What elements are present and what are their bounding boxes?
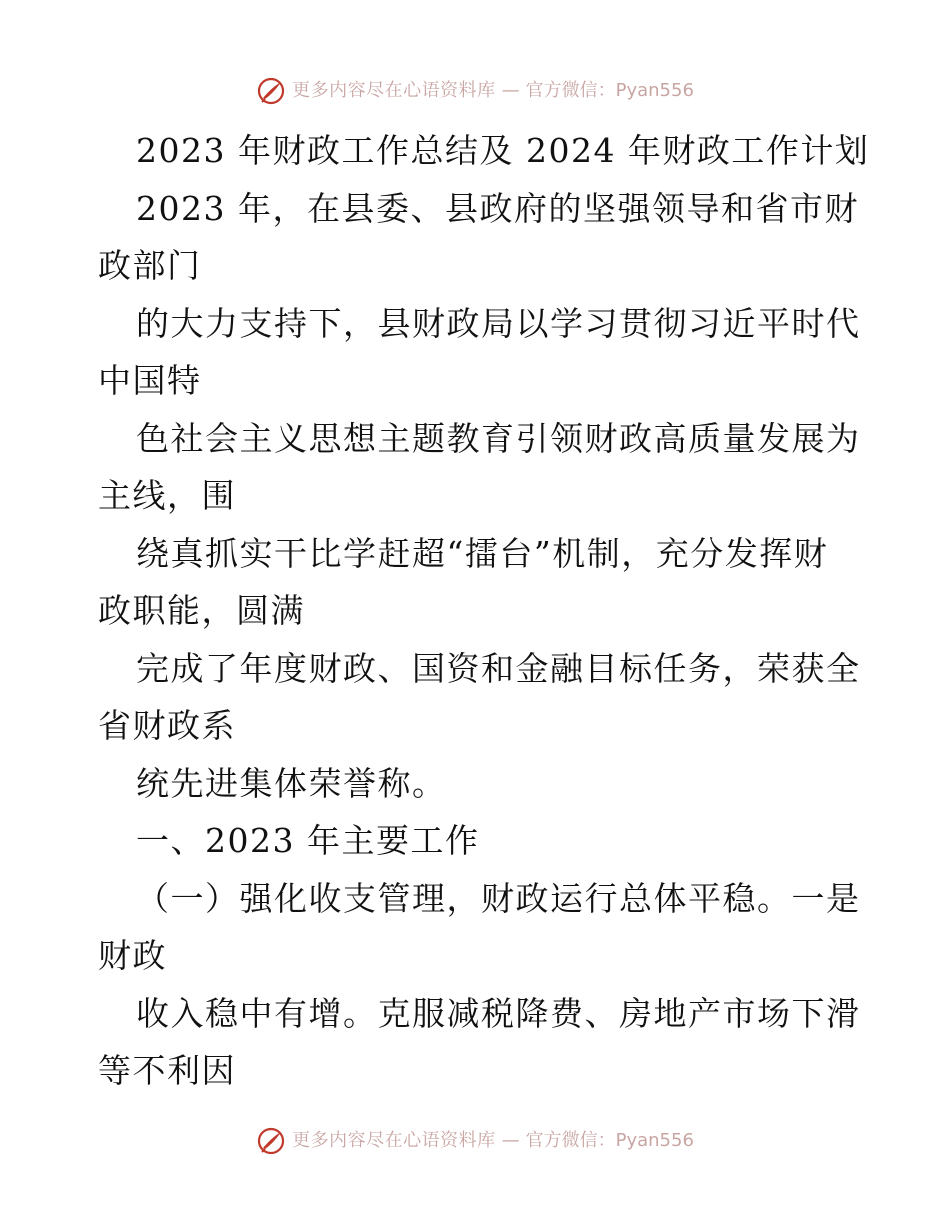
watermark-separator: — bbox=[501, 80, 520, 101]
document-line: 财政 bbox=[98, 936, 167, 975]
watermark-header bbox=[0, 76, 950, 106]
document-line: 收入稳中有增。克服减税降费、房地产市场下滑 bbox=[136, 993, 861, 1033]
document-line: 绕真抓实干比学赶超“擂台”机制，充分发挥财 bbox=[136, 533, 829, 573]
document-line: 等不利因 bbox=[98, 1051, 236, 1090]
document-line: 中国特 bbox=[98, 361, 202, 400]
watermark-contact: 官方微信：Pyan556 bbox=[525, 80, 694, 101]
document-line: 主线，围 bbox=[98, 476, 236, 515]
document-line: 2023 年财政工作总结及 2024 年财政工作计划 bbox=[136, 131, 870, 170]
document-line: 完成了年度财政、国资和金融目标任务，荣获全 bbox=[136, 648, 861, 688]
watermark-separator: — bbox=[501, 1130, 520, 1151]
document-line: 省财政系 bbox=[98, 706, 236, 745]
watermark-contact: 官方微信：Pyan556 bbox=[525, 1130, 694, 1151]
document-line: 政职能，圆满 bbox=[98, 591, 305, 630]
watermark-text: 更多内容尽在心语资料库 bbox=[292, 80, 496, 101]
document-body bbox=[98, 122, 870, 1100]
document-line: 统先进集体荣誉称。 bbox=[136, 763, 447, 803]
quill-logo-icon bbox=[256, 1126, 286, 1156]
quill-logo-icon bbox=[256, 76, 286, 106]
document-line: 色社会主义思想主题教育引领财政高质量发展为 bbox=[136, 418, 861, 458]
document-line: 2023 年，在县委、县政府的坚强领导和省市财 bbox=[136, 188, 859, 228]
document-line: 的大力支持下，县财政局以学习贯彻习近平时代 bbox=[136, 303, 861, 343]
document-line: （一）强化收支管理，财政运行总体平稳。一是 bbox=[136, 878, 861, 918]
watermark-text: 更多内容尽在心语资料库 bbox=[292, 1130, 496, 1151]
document-line: 政部门 bbox=[98, 246, 202, 285]
document-line: 一、2023 年主要工作 bbox=[136, 821, 480, 860]
watermark-footer bbox=[0, 1126, 950, 1156]
